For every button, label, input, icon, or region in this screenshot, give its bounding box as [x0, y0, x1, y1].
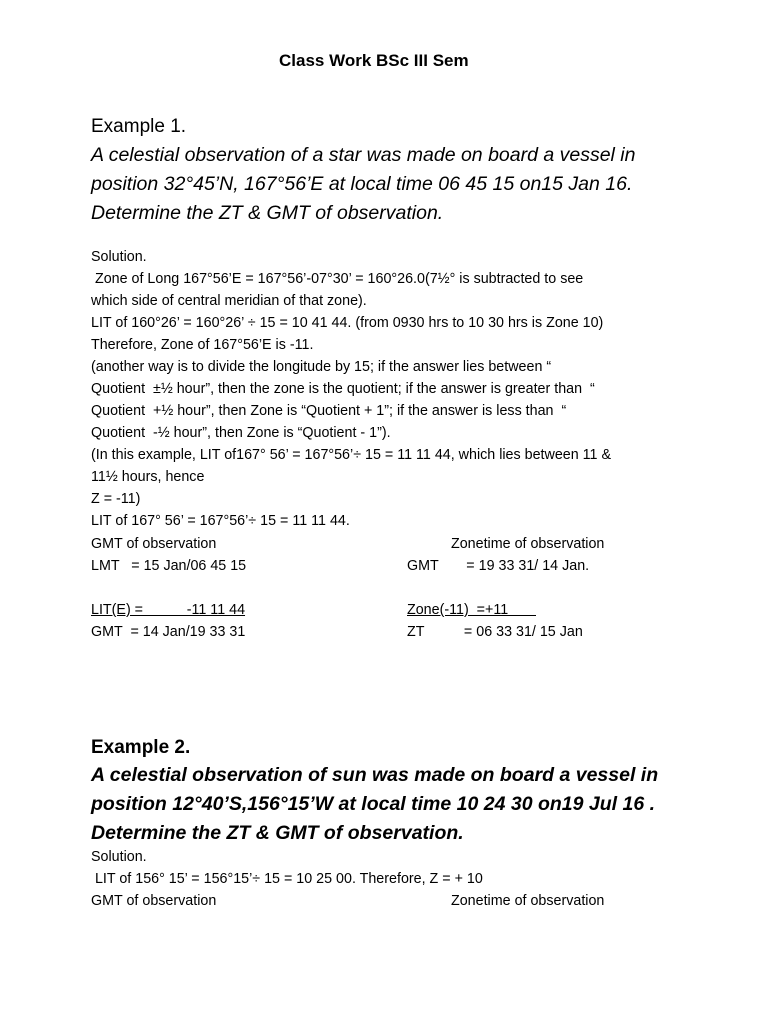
- lmt-line: LMT = 15 Jan/06 45 15: [91, 558, 247, 574]
- example-1-problem-line: Determine the ZT & GMT of observation.: [91, 202, 444, 224]
- example-1-solution-line: Quotient ±½ hour”, then the zone is the quotient; if the answer is greater than “: [91, 381, 595, 397]
- example-1-solution-line: LIT of 160°26’ = 160°26’ ÷ 15 = 10 41 44. (from 0930 hrs to 10 30 hrs is Zone 10): [91, 315, 604, 331]
- page-title: Class Work BSc III Sem: [279, 51, 469, 70]
- example-2-solution-label: Solution.: [91, 849, 147, 865]
- example-2-lit-line: LIT of 156° 15’ = 156°15’÷ 15 = 10 25 00. Therefore, Z = + 10: [91, 871, 483, 887]
- example-1-solution-label: Solution.: [91, 249, 147, 265]
- zone-correction-line: Zone(-11) =+11: [407, 602, 536, 618]
- example-1-solution-line: Quotient -½ hour”, then Zone is “Quotient - 1”).: [91, 425, 391, 441]
- example-1-heading: Example 1.: [91, 116, 187, 137]
- example-1-solution-line: Zone of Long 167°56’E = 167°56’-07°30’ = 160°26.0(7½° is subtracted to see: [91, 271, 584, 287]
- zonetime-of-observation-header: Zonetime of observation: [451, 536, 605, 552]
- gmt-result-line: GMT = 14 Jan/19 33 31: [91, 624, 246, 640]
- example-1-solution-line: which side of central meridian of that zone).: [91, 293, 367, 309]
- gmt-zone-line: GMT = 19 33 31/ 14 Jan.: [407, 558, 590, 574]
- zonetime-of-observation-header: Zonetime of observation: [451, 893, 605, 909]
- example-1-solution-line: Z = -11): [91, 491, 141, 507]
- zt-result-line: ZT = 06 33 31/ 15 Jan: [407, 624, 583, 640]
- example-2-heading: Example 2.: [91, 737, 191, 758]
- example-1-problem-line: A celestial observation of a star was made on board a vessel in: [91, 144, 636, 166]
- example-2-problem-line: Determine the ZT & GMT of observation.: [91, 822, 464, 844]
- example-2-problem-line: A celestial observation of sun was made on board a vessel in: [91, 764, 659, 786]
- example-1-solution-line: (another way is to divide the longitude by 15; if the answer lies between “: [91, 359, 552, 375]
- example-1-solution-line: 11½ hours, hence: [91, 469, 205, 485]
- gmt-of-observation-header: GMT of observation: [91, 893, 217, 909]
- example-1-solution-line: LIT of 167° 56’ = 167°56’÷ 15 = 11 11 44.: [91, 513, 350, 529]
- example-1-solution-line: Quotient +½ hour”, then Zone is “Quotient + 1”; if the answer is less than “: [91, 403, 567, 419]
- lit-east-line: LIT(E) = -11 11 44: [91, 602, 246, 618]
- example-1-problem-line: position 32°45’N, 167°56’E at local time 06 45 15 on15 Jan 16.: [91, 173, 633, 195]
- example-1-solution-line: Therefore, Zone of 167°56’E is -11.: [91, 337, 314, 353]
- example-2-problem-line: position 12°40’S,156°15’W at local time 10 24 30 on19 Jul 16 .: [91, 793, 656, 815]
- gmt-of-observation-header: GMT of observation: [91, 536, 217, 552]
- example-1-solution-line: (In this example, LIT of167° 56’ = 167°56’÷ 15 = 11 11 44, which lies between 11 &: [91, 447, 611, 463]
